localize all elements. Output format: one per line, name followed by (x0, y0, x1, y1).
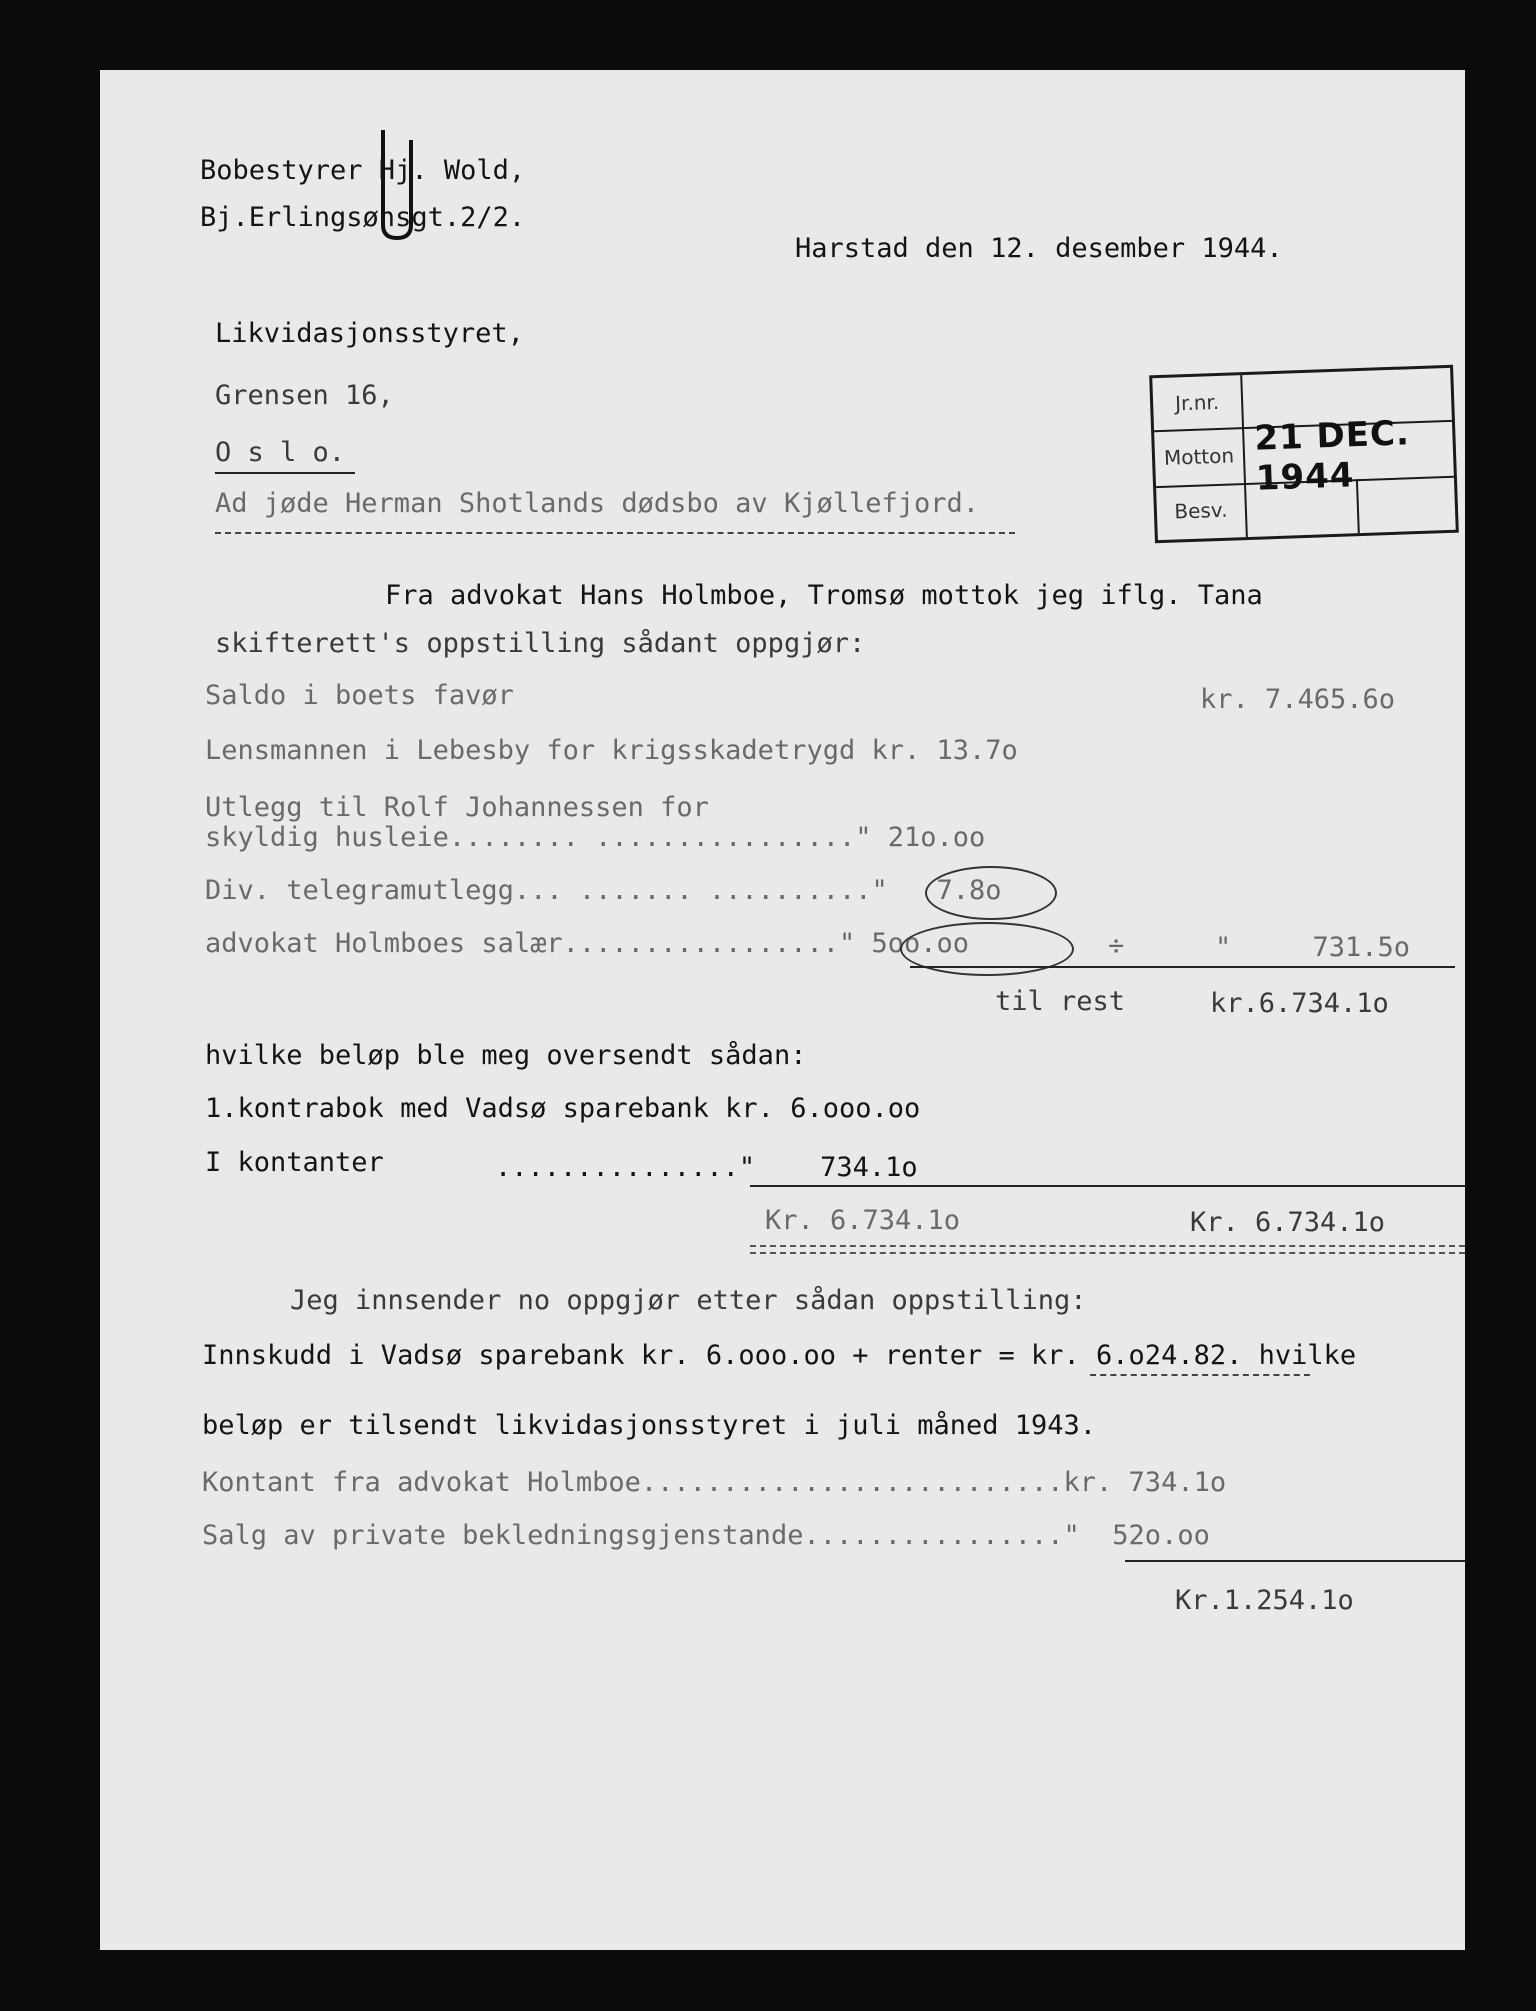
ledger-lensmannen: Lensmannen i Lebesby for krigsskadetrygd kr. 13.7o (205, 735, 1018, 766)
transfer-rule (750, 1185, 1465, 1187)
stamp-label-motton: Motton (1163, 443, 1235, 470)
ledger-saldo: Saldo i boets favør (205, 680, 514, 711)
recipient-city: O s l o. (215, 437, 346, 468)
document-page (100, 70, 1465, 1950)
ledger-til-rest-label: til rest (995, 986, 1126, 1017)
transfer-sum-right: Kr. 6.734.1o (1190, 1207, 1386, 1238)
sender-name: Bobestyrer Hj. Wold, (200, 155, 526, 186)
subject-underline (215, 532, 1015, 534)
sender-address: Bj.Erlingsønsgt.2/2. (200, 202, 526, 233)
ledger-total-rule (910, 966, 1455, 968)
transfer-kontanter-label: I kontanter (205, 1147, 384, 1178)
received-stamp (1149, 365, 1459, 544)
city-underline (215, 472, 355, 474)
settlement-innskudd: Innskudd i Vadsø sparebank kr. 6.ooo.oo + renter = kr. 6.o24.82. hvilke (202, 1340, 1357, 1371)
pencil-circle-mark (925, 866, 1057, 920)
ledger-saldo-amount: kr. 7.465.6o (1200, 684, 1396, 715)
transfer-kontanter-amount: ..............." 734.1o (495, 1152, 918, 1183)
settlement-total: Kr.1.254.1o (1175, 1585, 1354, 1616)
settlement-total-rule (1125, 1560, 1465, 1562)
subject-line: Ad jøde Herman Shotlands dødsbo av Kjøllefjord. (215, 488, 980, 519)
ledger-salaer-total: " 731.5o (1215, 932, 1411, 963)
ledger-minus-sign: ÷ (1108, 930, 1125, 961)
recipient-name: Likvidasjonsstyret, (215, 318, 524, 349)
settlement-kontant: Kontant fra advokat Holmboe..........................kr. 734.1o (202, 1467, 1227, 1498)
stamp-date: 21 DEC. 1944 (1253, 413, 1411, 499)
intro-line-1: Fra advokat Hans Holmboe, Tromsø mottok jeg iflg. Tana (385, 580, 1263, 611)
transfer-intro: hvilke beløp ble meg oversendt sådan: (205, 1040, 807, 1071)
ledger-til-rest-amount: kr.6.734.1o (1210, 988, 1389, 1019)
settlement-underline (1090, 1374, 1310, 1376)
settlement-intro: Jeg innsender no oppgjør etter sådan oppstilling: (290, 1285, 1087, 1316)
transfer-double-rule (750, 1245, 1465, 1254)
intro-line-2: skifterett's oppstilling sådant oppgjør: (215, 628, 866, 659)
ledger-div-telegram: Div. telegramutlegg... ....... .........." 7.8o (205, 875, 1002, 906)
settlement-salg: Salg av private bekledningsgjenstande................" 52o.oo (202, 1520, 1210, 1551)
dateline: Harstad den 12. desember 1944. (795, 233, 1283, 264)
settlement-tilsendt: beløp er tilsendt likvidasjonsstyret i juli måned 1943. (202, 1410, 1097, 1441)
ledger-utlegg-line-2: skyldig husleie........ ................" 21o.oo (205, 822, 986, 853)
stamp-label-besv: Besv. (1173, 497, 1228, 524)
ledger-utlegg-line-1: Utlegg til Rolf Johannessen for (205, 792, 709, 823)
stamp-label-jrnr: Jr.nr. (1174, 389, 1220, 416)
transfer-sum-left: Kr. 6.734.1o (765, 1205, 961, 1236)
ledger-salaer: advokat Holmboes salær................." 5oo.oo (205, 928, 970, 959)
transfer-kontrabok: 1.kontrabok med Vadsø sparebank kr. 6.ooo.oo (205, 1093, 921, 1124)
recipient-street: Grensen 16, (215, 380, 394, 411)
